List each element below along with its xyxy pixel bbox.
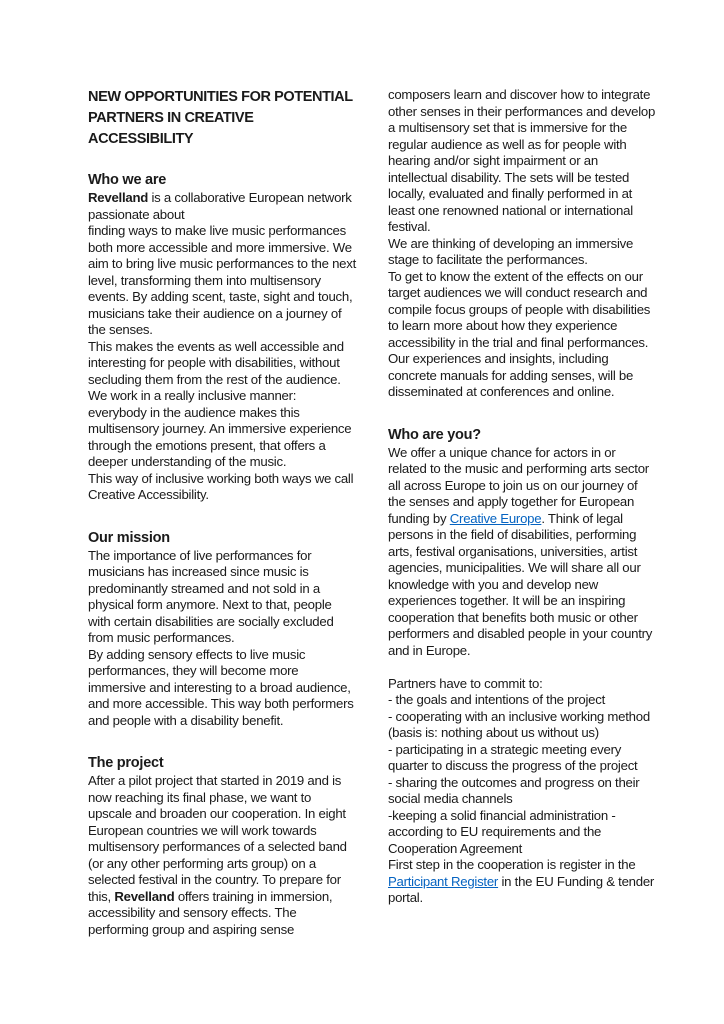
commit-item-4: - sharing the outcomes and progress on their social media channels bbox=[388, 774, 640, 806]
document-title: NEW OPPORTUNITIES FOR POTENTIAL PARTNERS IN CREATIVE ACCESSIBILITY bbox=[88, 89, 353, 147]
heading-our-mission: Our mission bbox=[88, 529, 170, 546]
paragraph-who-we-are-3: This makes the events as well accessible and interesting for people with disabilities, without secluding them from the rest of the audience. We work in a really inclusive manner: everybody in the audience makes this multisensory journey. An immersive experience through the emotions present, that offers a deeper understanding of the music. bbox=[88, 338, 352, 469]
commit-item-5: -keeping a solid financial administration - according to EU requirements and the Cooperation Agreement bbox=[388, 807, 616, 856]
text-run: in the EU Funding & tender portal. bbox=[388, 873, 655, 905]
paragraph-who-we-are-4: This way of inclusive working both ways we call Creative Accessibility. bbox=[88, 470, 354, 502]
participant-register-link[interactable]: Participant Register bbox=[388, 873, 499, 889]
paragraph-who-we-are-2: finding ways to make live music performances both more accessible and more immersive. We aim to bring live music performances to the next level, transforming them into multisensory events. By adding scent, taste, sight and touch, musicians take their audience on a journey of the senses. bbox=[88, 223, 356, 337]
brand-name-revelland: Revelland bbox=[114, 888, 175, 904]
heading-the-project: The project bbox=[88, 755, 164, 771]
commit-item-1: - the goals and intentions of the project bbox=[388, 692, 606, 707]
brand-name-revelland: Revelland bbox=[88, 190, 149, 205]
left-column bbox=[88, 87, 356, 938]
paragraph-project-continuation-2: We are thinking of developing an immersive stage to facilitate the performances. bbox=[388, 235, 634, 267]
paragraph-project-continuation-1: composers learn and discover how to integrate other senses in their performances and develop a multisensory set that is immersive for the regular audience as well as for people with hearing and/or sight impairment or an intellectual disability. The sets will be tested locally, evaluated and finally performed in at least one renowned national or international festival. bbox=[388, 87, 656, 234]
paragraph-first-step bbox=[388, 857, 656, 907]
paragraph-commit-intro: Partners have to commit to: bbox=[388, 675, 543, 691]
text-run: We offer a unique chance for actors in or related to the music and performing arts sector all across Europe to join us on our journey of the senses and apply together for European funding by bbox=[388, 444, 649, 526]
paragraph-our-mission-1: The importance of live performances for musicians has increased since music is predominantly streamed and not sold in a physical form anymore. Next to that, people with certain disabilities are socially excluded from music performances. bbox=[88, 547, 334, 645]
text-run: . Think of legal persons in the field of disabilities, performing arts, festival organisations, universities, artist agencies, municipalities. We will share all our knowledge with you and develop new experiences together. It will be an inspiring cooperation that benefits both music or other performers and disabled people in your country and in Europe. bbox=[388, 510, 653, 658]
commit-item-2: - cooperating with an inclusive working method (basis is: nothing about us without us) bbox=[388, 708, 650, 740]
commit-item-3: - participating in a strategic meeting every quarter to discuss the progress of the project bbox=[388, 741, 638, 773]
text-run: After a pilot project that started in 2019 and is now reaching its final phase, we want to upscale and broaden our cooperation. In eight European countries we will work towards multisensory performances of a selected band (or any other performing arts group) on a selected festival in the country. To prepare for this, bbox=[88, 773, 347, 904]
heading-who-are-you: Who are you? bbox=[388, 426, 481, 443]
paragraph-who-are-you-1 bbox=[388, 445, 656, 660]
right-column bbox=[388, 87, 656, 907]
paragraph-the-project-1 bbox=[88, 773, 356, 938]
paragraph-project-continuation-3: To get to know the extent of the effects on our target audiences we will conduct research and compile focus groups of people with disabilities to learn more about how they experience accessibility in the trial and final performances. Our experiences and insights, including concrete manuals for adding senses, will be disseminated at conferences and online. bbox=[388, 268, 651, 399]
paragraph-our-mission-2: By adding sensory effects to live music performances, they will become more immersive and interesting to a broad audience, and more accessible. This way both performers and people with a disability benefit. bbox=[88, 646, 354, 728]
text-run: offers training in immersion, accessibility and sensory effects. The performing group and aspiring sense bbox=[88, 888, 333, 937]
text-run: is a collaborative European network passionate about bbox=[88, 190, 352, 222]
heading-who-we-are: Who we are bbox=[88, 172, 167, 188]
text-run: First step in the cooperation is register in the bbox=[388, 857, 636, 872]
creative-europe-link[interactable]: Creative Europe bbox=[449, 510, 542, 526]
paragraph-who-we-are-intro bbox=[88, 190, 356, 223]
